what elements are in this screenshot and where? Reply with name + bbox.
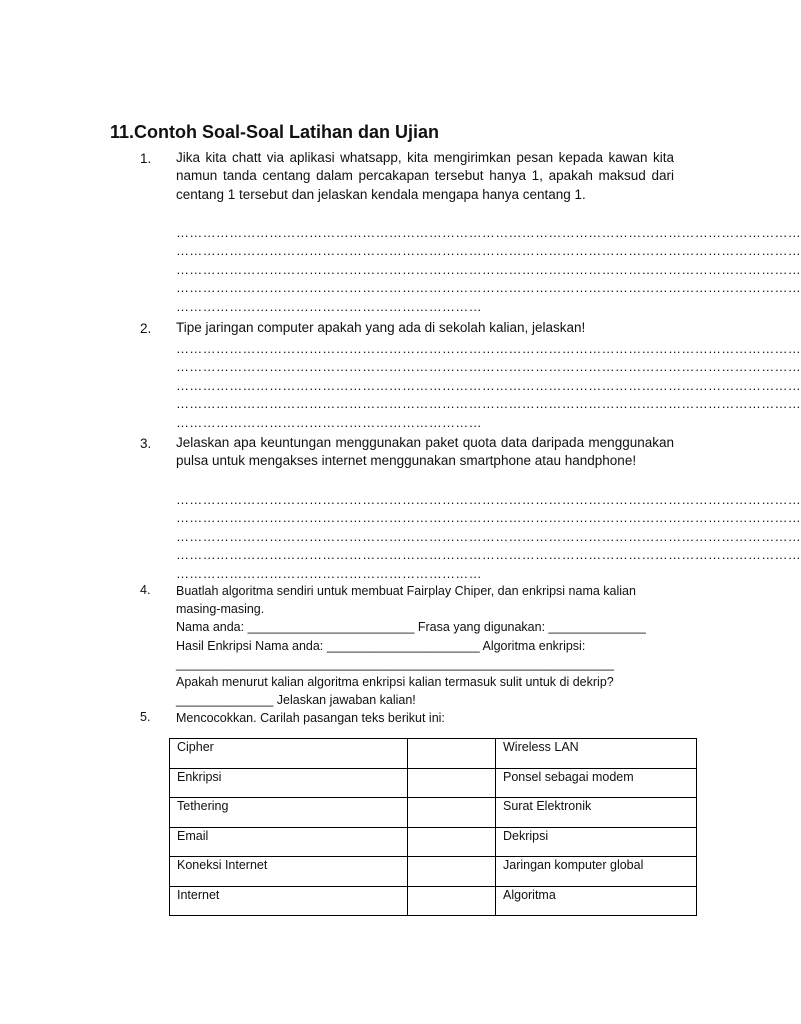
question-4-line: Apakah menurut kalian algoritma enkripsi kalian termasuk sulit untuk di dekrip? (176, 675, 614, 690)
table-cell-pair: Ponsel sebagai modem (496, 768, 697, 798)
table-cell-pair: Dekripsi (496, 827, 697, 857)
table-cell-term: Internet (170, 886, 408, 916)
answer-line: …………………………………………………………… (176, 565, 482, 581)
table-cell-term: Enkripsi (170, 768, 408, 798)
answer-line: …………………………………………………………………………………………………………………………… (176, 280, 801, 296)
question-1-text: Jika kita chatt via aplikasi whatsapp, kita mengirimkan pesan kepada kawan kita namun tanda centang dalam percakapan tersebut hanya 1, apakah maksud dari centang 1 tersebut dan jelaskan kendala mengapa hanya centang 1. (176, 150, 674, 202)
table-row (170, 886, 697, 916)
encryption-result-line[interactable]: Hasil Enkripsi Nama anda: ______________________ Algoritma enkripsi: (176, 638, 586, 653)
table-cell-answer[interactable] (408, 857, 496, 887)
table-cell-pair: Algoritma (496, 886, 697, 916)
answer-line: …………………………………………………………………………………………………………………………… (176, 359, 801, 375)
answer-line: …………………………………………………………………………………………………………………………… (176, 377, 801, 393)
question-3-number: 3. (140, 436, 152, 451)
question-3-answer-lines[interactable] (176, 491, 801, 583)
question-1-answer-lines[interactable] (176, 224, 801, 316)
answer-line: …………………………………………………………………………………………………………………………… (176, 492, 801, 507)
answer-line: …………………………………………………………………………………………………………………………… (176, 243, 801, 259)
algorithm-field-line[interactable]: _______________________________________________________________ (176, 656, 614, 671)
answer-line: …………………………………………………………………………………………………………………………… (176, 341, 801, 356)
table-row (170, 798, 697, 828)
table-cell-term: Koneksi Internet (170, 857, 408, 887)
answer-line: …………………………………………………………………………………………………………………………… (176, 528, 801, 544)
table-cell-answer[interactable] (408, 768, 496, 798)
question-2-number: 2. (140, 321, 152, 336)
table-cell-pair: Wireless LAN (496, 739, 697, 769)
table-cell-answer[interactable] (408, 739, 496, 769)
question-5-number: 5. (140, 710, 151, 724)
question-3-text: Jelaskan apa keuntungan menggunakan paket quota data daripada menggunakan pulsa untuk mengakses internet menggunakan smartphone atau handphone! (176, 435, 674, 469)
difficulty-answer-line[interactable]: ______________ Jelaskan jawaban kalian! (176, 693, 416, 708)
page-title: 11.Contoh Soal-Soal Latihan dan Ujian (110, 122, 440, 142)
table-row (170, 739, 697, 769)
table-cell-term: Email (170, 827, 408, 857)
question-4-block (176, 582, 686, 709)
matching-table (169, 738, 697, 916)
question-5-text: Mencocokkan. Carilah pasangan teks berikut ini: (176, 711, 445, 725)
table-cell-answer[interactable] (408, 886, 496, 916)
answer-line: …………………………………………………………………………………………………………………………… (176, 547, 801, 563)
question-4-line: Buatlah algoritma sendiri untuk membuat Fairplay Chiper, dan enkripsi nama kalian (176, 584, 636, 598)
question-4-number: 4. (140, 583, 151, 597)
table-row (170, 857, 697, 887)
table-cell-answer[interactable] (408, 827, 496, 857)
table-cell-answer[interactable] (408, 798, 496, 828)
table-row (170, 768, 697, 798)
answer-line: …………………………………………………………… (176, 298, 482, 314)
table-cell-term: Cipher (170, 739, 408, 769)
table-cell-pair: Jaringan komputer global (496, 857, 697, 887)
answer-line: …………………………………………………………………………………………………………………………… (176, 510, 801, 526)
question-2-text: Tipe jaringan computer apakah yang ada di sekolah kalian, jelaskan! (176, 320, 586, 335)
question-4-line: masing-masing. (176, 602, 265, 617)
table-cell-term: Tethering (170, 798, 408, 828)
question-1-number: 1. (140, 151, 152, 166)
answer-line: …………………………………………………………………………………………………………………………… (176, 225, 801, 240)
question-2-answer-lines[interactable] (176, 340, 801, 432)
answer-line: …………………………………………………………………………………………………………………………… (176, 396, 801, 412)
table-cell-pair: Surat Elektronik (496, 798, 697, 828)
name-field-line[interactable]: Nama anda: ________________________ Frasa yang digunakan: ______________ (176, 620, 646, 635)
table-row (170, 827, 697, 857)
answer-line: …………………………………………………………………………………………………………………………… (176, 261, 801, 277)
answer-line: …………………………………………………………… (176, 414, 482, 430)
